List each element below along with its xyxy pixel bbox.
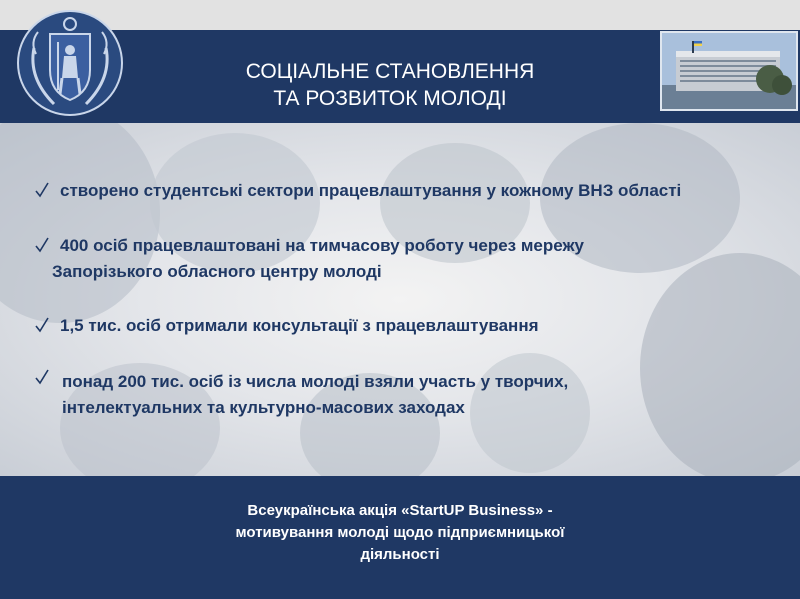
bullet-item <box>60 233 584 259</box>
bullet-item <box>62 369 568 421</box>
footer-line-2: мотивування молоді щодо підприємницької <box>235 524 565 541</box>
bullet-line: 400 осіб працевлаштовані на тимчасову роботу через мережу <box>60 236 585 255</box>
bullet-line: інтелектуальних та культурно-масових заходах <box>62 398 465 417</box>
title-line-2: ТА РОЗВИТОК МОЛОДІ <box>273 87 507 110</box>
footer-line-3: діяльності <box>360 546 440 563</box>
bullet-line: Запорізького обласного центру молоді <box>52 262 382 281</box>
footer-caption <box>150 500 650 566</box>
title-line-1: СОЦІАЛЬНЕ СТАНОВЛЕННЯ <box>245 60 535 83</box>
bullet-item-continuation <box>52 259 382 285</box>
bullet-line: понад 200 тис. осіб із числа молоді взяли участь у творчих, <box>62 372 569 391</box>
checkmark-icon <box>34 315 50 335</box>
checkmark-icon <box>34 180 50 200</box>
checkmark-icon <box>34 235 50 255</box>
bullet-line: створено студентські сектори працевлаштування у кожному ВНЗ області <box>60 181 682 200</box>
bullet-line: 1,5 тис. осіб отримали консультації з працевлаштування <box>60 316 539 335</box>
footer-line-1: Всеукраїнська акція «StartUP Business» - <box>247 502 553 519</box>
bullet-item <box>60 313 539 339</box>
checkmark-icon <box>34 367 50 387</box>
bullet-item <box>60 178 681 204</box>
